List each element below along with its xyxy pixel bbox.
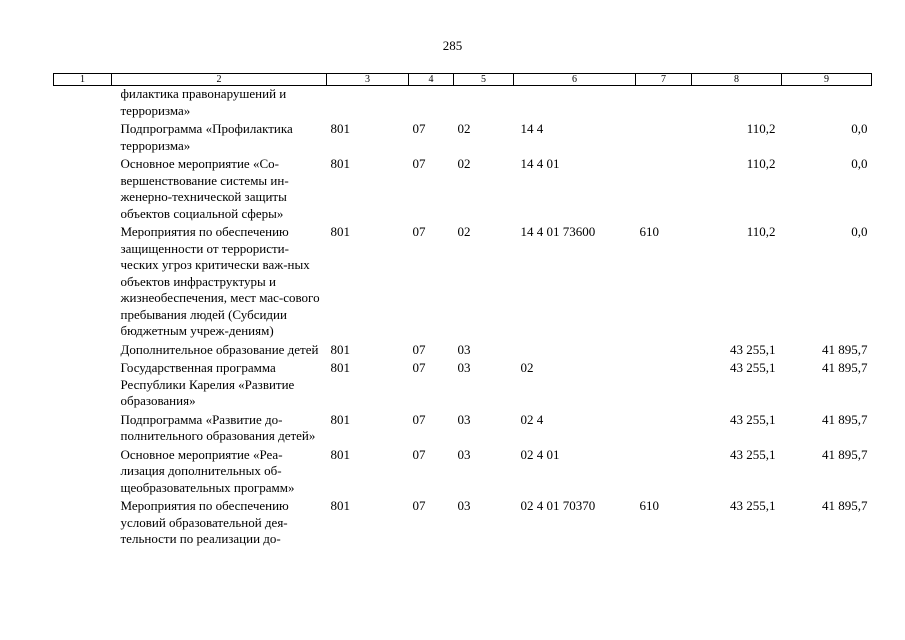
column-header: 9 [782,74,872,86]
row-number-cell [54,496,112,548]
table-row [54,222,872,340]
target-article-code: 14 4 01 [520,156,560,171]
table-row [54,119,872,154]
amount-col8: 43 255,1 [730,341,776,357]
amount-col9: 0,0 [851,224,868,239]
amount-col8: 43 255,1 [730,360,776,375]
target-article-code: 02 [520,360,534,375]
item-name: Дополнительное образование детей [120,341,319,357]
department-code: 801 [330,341,350,357]
column-header: 2 [112,74,327,86]
expense-type-code: 610 [639,498,659,513]
item-name: Государственная программа Республики Карелия «Развитие образования» [120,360,295,408]
target-article-code [514,340,636,359]
amount-col8: 110,2 [746,224,776,239]
row-number-cell [54,222,112,340]
row-number-cell [54,358,112,410]
department-code: 801 [330,498,350,513]
column-header: 5 [454,74,514,86]
item-name: Подпрограмма «Развитие до-полнительного образования детей» [120,411,316,443]
section-code: 07 [412,411,426,427]
expense-type-code [636,340,692,359]
section-code: 07 [412,224,426,239]
amount-col9: 41 895,7 [822,411,868,427]
target-article-code [514,86,636,120]
row-number-cell [54,119,112,154]
amount-col9: 41 895,7 [822,446,868,462]
column-header: 6 [514,74,636,86]
table-row [54,340,872,359]
item-name: Основное мероприятие «Со-вершенствование системы ин-женерно-технической защиты объектов социальной сферы» [120,156,289,221]
table-row [54,86,872,120]
subsection-code: 02 [457,121,471,136]
amount-col8: 43 255,1 [730,498,776,513]
department-code: 801 [330,446,350,462]
section-code: 07 [412,446,426,462]
item-name: Основное мероприятие «Реа-лизация дополнительных об-щеобразовательных программ» [120,446,295,495]
section-code [409,86,454,120]
subsection-code: 03 [457,411,471,427]
item-name: филактика правонарушений и терроризма» [120,86,287,118]
row-number-cell [54,340,112,359]
amount-col9: 41 895,7 [822,341,868,357]
department-code: 801 [330,411,350,427]
amount-col9: 41 895,7 [822,498,868,513]
table-row [54,358,872,410]
subsection-code: 03 [457,360,471,375]
item-name: Мероприятия по обеспечению защищенности от террористи-ческих угроз критически важ-ных объектов инфраструктуры и жизнеобеспечения, мест мас-сового пребывания людей (Субсидии бюджетным учреж-дениям) [120,224,320,338]
amount-col9: 0,0 [851,156,868,171]
amount-col9: 41 895,7 [822,360,868,375]
section-code: 07 [412,121,426,136]
item-name: Подпрограмма «Профилактика терроризма» [120,121,293,153]
column-header: 3 [327,74,409,86]
expense-type-code [636,410,692,445]
column-header: 8 [692,74,782,86]
department-code: 801 [330,121,350,136]
expense-type-code [636,154,692,222]
amount-col9 [782,86,872,120]
row-number-cell [54,410,112,445]
target-article-code: 02 4 [520,411,544,427]
column-header: 4 [409,74,454,86]
target-article-code: 02 4 01 [520,446,560,462]
table-row [54,496,872,548]
subsection-code [454,86,514,120]
table-row [54,445,872,497]
target-article-code: 14 4 01 73600 [520,224,596,239]
amount-col8 [692,86,782,120]
page-number: 285 [442,38,463,53]
target-article-code: 02 4 01 70370 [520,498,596,513]
table-row [54,410,872,445]
amount-col9: 0,0 [851,121,868,136]
amount-col8: 43 255,1 [730,446,776,462]
table-row [54,154,872,222]
row-number-cell [54,445,112,497]
department-code [327,86,409,120]
subsection-code: 03 [457,446,471,462]
expense-type-code [636,119,692,154]
column-header: 1 [54,74,112,86]
budget-table [53,73,872,548]
department-code: 801 [330,156,350,171]
expense-type-code: 610 [639,224,659,239]
subsection-code: 03 [457,341,471,357]
expense-type-code [636,86,692,120]
expense-type-code [636,358,692,410]
department-code: 801 [330,224,350,239]
section-code: 07 [412,156,426,171]
row-number-cell [54,154,112,222]
target-article-code: 14 4 [520,121,544,136]
expense-type-code [636,445,692,497]
amount-col8: 110,2 [746,121,776,136]
subsection-code: 02 [457,224,471,239]
subsection-code: 03 [457,498,471,513]
amount-col8: 43 255,1 [730,411,776,427]
section-code: 07 [412,341,426,357]
item-name: Мероприятия по обеспечению условий образовательной дея-тельности по реализации до- [120,498,289,546]
column-header: 7 [636,74,692,86]
amount-col8: 110,2 [746,156,776,171]
row-number-cell [54,86,112,120]
section-code: 07 [412,360,426,375]
department-code: 801 [330,360,350,375]
section-code: 07 [412,498,426,513]
subsection-code: 02 [457,156,471,171]
table-header-row [54,74,872,86]
